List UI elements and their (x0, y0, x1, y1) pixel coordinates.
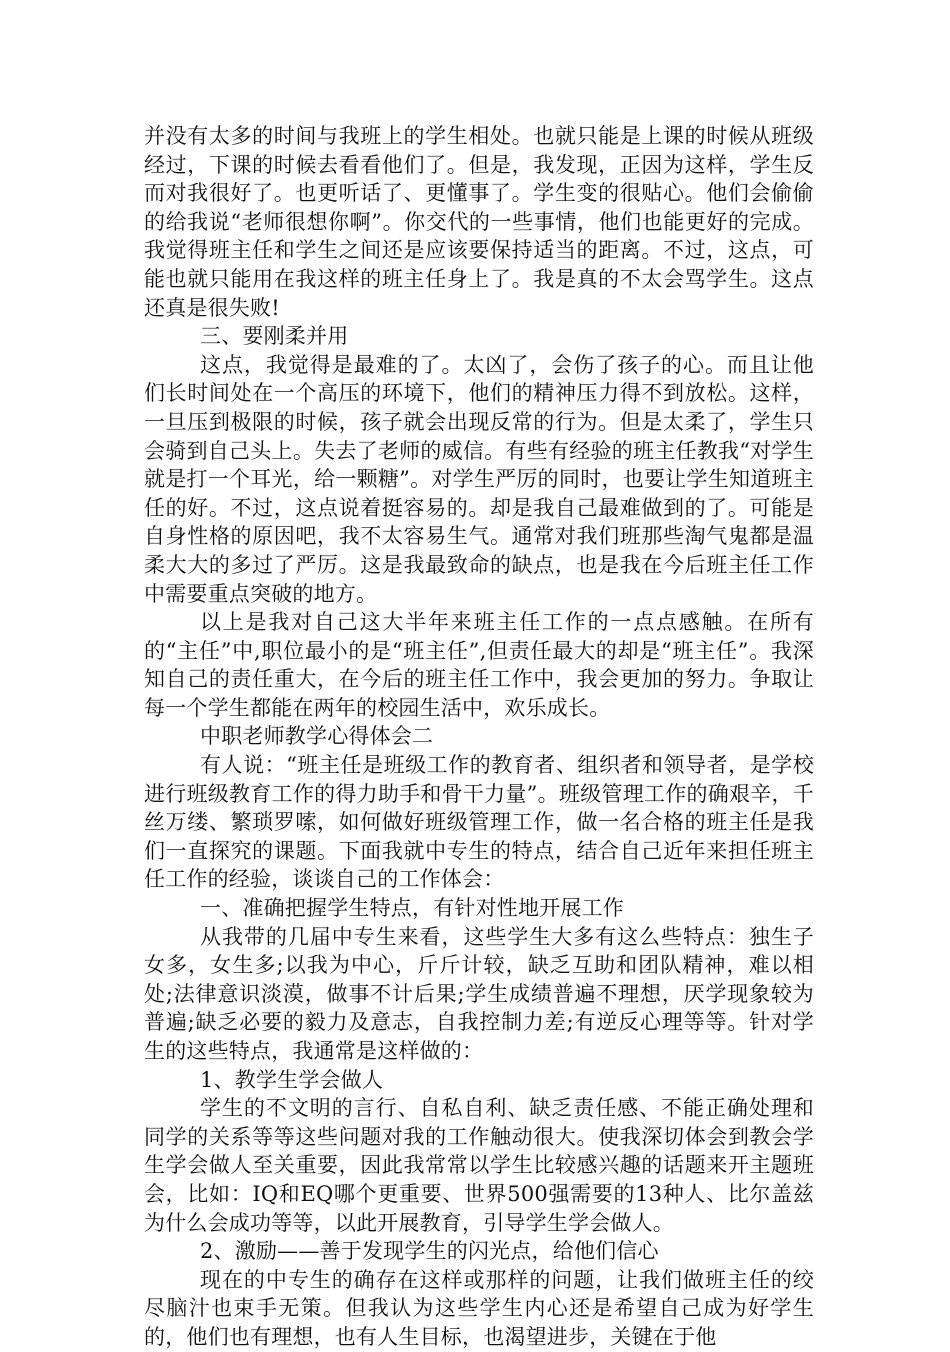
heading-teach-to-be-human: 1、教学生学会做人 (200, 1067, 384, 1092)
document-body (144, 122, 814, 1352)
heading-firm-and-gentle: 三、要刚柔并用 (200, 324, 349, 349)
section-title-part-two: 中职老师教学心得体会二 (200, 724, 434, 749)
paragraph-teach-to-be-human: 学生的不文明的言行、自私自利、缺乏责任感、不能正确处理和同学的关系等等这些问题对我的工作触动很大。使我深切体会到教会学生学会做人至关重要，因此我常常以学生比较感兴趣的话题来开主题班会，比如：IQ和EQ哪个更重要、世界500强需要的13种人、比尔盖兹为什么会成功等等，以此开展教育，引导学生学会做人。 (144, 1096, 814, 1235)
paragraph-intro: 有人说：“班主任是班级工作的教育者、组织者和领导者，是学校进行班级教育工作的得力助手和骨干力量”。班级管理工作的确艰辛，千丝万缕、繁琐罗嗦，如何做好班级管理工作，做一名合格的班主任是我们一直探究的课题。下面我就中专生的特点，结合自己近年来担任班主任工作的经验，谈谈自己的工作体会： (144, 753, 814, 892)
paragraph-encouragement: 现在的中专生的确存在这样或那样的问题，让我们做班主任的绞尽脑汁也束手无策。但我认为这些学生内心还是希望自己成为好学生的，他们也有理想，也有人生目标，也渴望进步，关键在于他 (144, 1267, 814, 1349)
heading-encouragement: 2、激励——善于发现学生的闪光点，给他们信心 (200, 1239, 659, 1264)
paragraph-class-distance: 并没有太多的时间与我班上的学生相处。也就只能是上课的时候从班级经过，下课的时候去看看他们了。但是，我发现，正因为这样，学生反而对我很好了。也更听话了、更懂事了。学生变的很贴心。他们会偷偷的给我说“老师很想你啊”。你交代的一些事情，他们也能更好的完成。我觉得班主任和学生之间还是应该要保持适当的距离。不过，这点，可能也就只能用在我这样的班主任身上了。我是真的不太会骂学生。这点还真是很失败! (144, 124, 814, 320)
paragraph-firm-and-gentle: 这点，我觉得是最难的了。太凶了，会伤了孩子的心。而且让他们长时间处在一个高压的环境下，他们的精神压力得不到放松。这样，一旦压到极限的时候，孩子就会出现反常的行为。但是太柔了，学生只会骑到自己头上。失去了老师的威信。有些有经验的班主任教我“对学生就是打一个耳光，给一颗糖”。对学生严厉的同时，也要让学生知道班主任的好。不过，这点说着挺容易的。却是我自己最难做到的了。可能是自身性格的原因吧，我不太容易生气。通常对我们班那些淘气鬼都是温柔大大的多过了严厉。这是我最致命的缺点，也是我在今后班主任工作中需要重点突破的地方。 (144, 352, 814, 606)
heading-student-characteristics: 一、准确把握学生特点，有针对性地开展工作 (200, 896, 624, 921)
paragraph-student-characteristics: 从我带的几届中专生来看，这些学生大多有这么些特点：独生子女多，女生多;以我为中心，斤斤计较，缺乏互助和团队精神，难以相处;法律意识淡漠，做事不计后果;学生成绩普遍不理想，厌学现象较为普遍;缺乏必要的毅力及意志，自我控制力差;有逆反心理等等。针对学生的这些特点，我通常是这样做的： (144, 924, 814, 1063)
paragraph-summary: 以上是我对自己这大半年来班主任工作的一点点感触。在所有的“主任”中,职位最小的是“班主任”,但责任最大的却是“班主任”。我深知自己的责任重大，在今后的班主任工作中，我会更加的努力。争取让每一个学生都能在两年的校园生活中，欢乐成长。 (144, 610, 814, 720)
